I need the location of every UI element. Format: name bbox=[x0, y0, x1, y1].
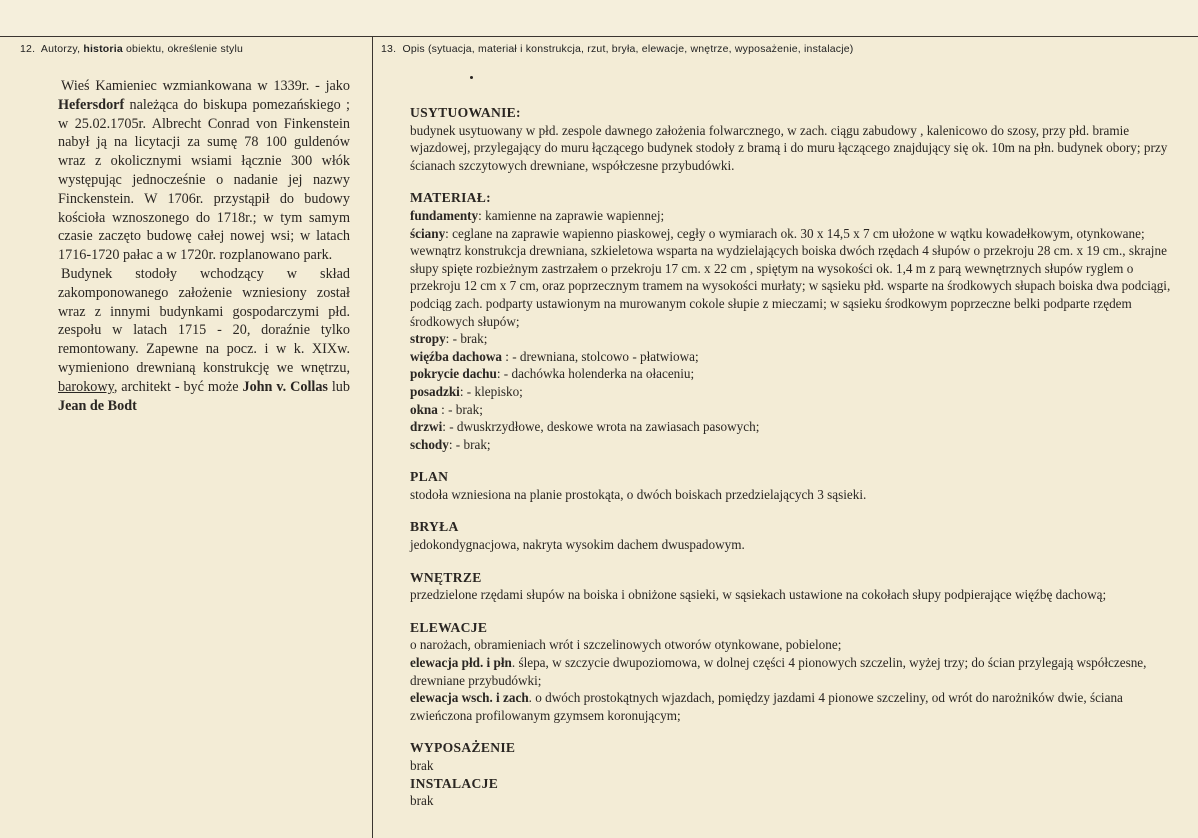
history-text: , architekt - być może bbox=[113, 378, 243, 395]
section-elewacje bbox=[410, 619, 1185, 725]
history-text: Budynek stodoły wchodzący w skład zakomponowanego założenie wzniesiony został wraz z innymi budynkami gospodarczymi płd. zespołu w latach 1715 - 20, doraźnie tylko remontowany. Zapewne na pocz. i w k. XIXw. wymieniono drewnianą konstrukcję we wnętrzu, bbox=[58, 265, 350, 376]
elevation-south-north bbox=[410, 654, 1185, 689]
material-row-wewnatrz: wewnątrz konstrukcja drewniana, szkieletowa wsparta na wydzielających boiska dwóch rzędach 4 słupów o przekroju 28 cm. x 19 cm., skrajne słupy spięte rozbieżnym zastrzałem o przekroju 17 cm. x 22 cm , spiętym na wysokości ok. 1,4 m z parą wewnętrznych słupów ryglem o przekroju 12 cm x 7 cm, oraz poprzecznym tramem na wysokości murłaty; w sąsieku płd. wsparte na środkowych słupach boiska dwa podciągi, podciąg zach. podparty ustawionym na murowanym cokole słupie z mieczami; w sąsieku środkowym poprzeczne belki podparte rzędem środkowych słupów; bbox=[410, 243, 1171, 329]
historic-name: Hefersdorf bbox=[58, 96, 125, 113]
row-label: fundamenty bbox=[410, 207, 479, 223]
architect-name: Jean de Bodt bbox=[58, 397, 137, 414]
header-rule bbox=[0, 36, 1198, 37]
section-text: brak bbox=[410, 758, 434, 773]
row-text: : - brak; bbox=[445, 331, 488, 347]
section-text: o narożach, obramieniach wrót i szczelinowych otworów otynkowane, pobielone; bbox=[410, 637, 842, 653]
row-label: więźba dachowa bbox=[410, 348, 502, 364]
row-text: : - drewniana, stolcowo - płatwiowa; bbox=[501, 348, 699, 364]
row-label: drzwi bbox=[410, 419, 443, 435]
style-label: barokowy bbox=[58, 378, 114, 395]
row-text: . ślepa, w szczycie dwupoziomowa, w dolnej części 4 pionowych szczelin, wyżej trzy; do ścian przylegają współczesne, drewniane przybudówki; bbox=[410, 655, 1147, 688]
left-header-a: Autorzy, bbox=[40, 43, 81, 55]
section-plan bbox=[410, 468, 1185, 503]
right-header-text: Opis (sytuacja, materiał i konstrukcja, rzut, bryła, elewacje, wnętrze, wyposażenie, instalacje) bbox=[402, 43, 854, 55]
section-instalacje bbox=[410, 775, 1185, 810]
section-title: WNĘTRZE bbox=[410, 569, 482, 585]
right-header-number: 13. bbox=[381, 43, 397, 55]
description-column bbox=[410, 104, 1185, 825]
row-text: : - brak; bbox=[448, 436, 491, 452]
section-text: jedokondygnacjowa, nakryta wysokim dachem dwuspadowym. bbox=[410, 537, 745, 553]
row-text: : kamienne na zaprawie wapiennej; bbox=[478, 207, 665, 223]
row-text: : ceglane na zaprawie wapienno piaskowej, cegły o wymiarach ok. 30 x 14,5 x 7 cm ułożone w wątku kowadełkowym, otynkowane; bbox=[445, 225, 1145, 241]
section-title: MATERIAŁ: bbox=[410, 190, 491, 206]
section-text: stodoła wzniesiona na planie prostokąta, o dwóch boiskach przedzielających 3 sąsieki. bbox=[410, 486, 867, 502]
material-row-schody bbox=[410, 436, 1185, 454]
section-text: brak bbox=[410, 793, 434, 809]
row-label: elewacja płd. i płn bbox=[410, 655, 512, 671]
section-title: USYTUOWANIE: bbox=[410, 105, 521, 120]
row-text: . o dwóch prostokątnych wjazdach, pomiędzy jazdami 4 pionowe szczeliny, od wrót do narożników dwie, ściana zwieńczona profilowanym gzymsem koronującym; bbox=[410, 690, 1123, 723]
section-material bbox=[410, 189, 1185, 453]
section-usytuowanie bbox=[410, 104, 1185, 174]
history-text: Wieś Kamieniec wzmiankowana w 1339r. - jako bbox=[61, 78, 350, 94]
material-row-drzwi bbox=[410, 418, 1185, 436]
section-title: WYPOSAŻENIE bbox=[410, 740, 516, 756]
section-bryla bbox=[410, 518, 1185, 553]
history-paragraph-2 bbox=[58, 265, 350, 415]
section-wyposazenie bbox=[410, 739, 1185, 774]
row-label: okna bbox=[410, 401, 438, 417]
material-row-pokrycie bbox=[410, 365, 1185, 383]
history-column bbox=[58, 77, 350, 415]
section-wnetrze bbox=[410, 569, 1185, 604]
section-text: przedzielone rzędami słupów na boiska i obniżone sąsieki, w sąsiekach ustawione na cokołach słupy podpierające więźbę dachową; bbox=[410, 587, 1107, 603]
row-text: : - brak; bbox=[437, 401, 483, 417]
row-label: schody bbox=[410, 436, 449, 452]
row-label: elewacja wsch. i zach bbox=[410, 690, 529, 706]
section-text: budynek usytuowany w płd. zespole dawnego założenia folwarcznego, w zach. ciągu zabudowy , kalenicowo do szosy, przy płd. bramie wjazdowej, przylegający do muru łączącego budynek stodoły z bramą i do muru łączącego znajdujący się ok. 10m na płn. budynek obory; przy ścianach szczytowych drewniane, współczesne przybudówki. bbox=[410, 122, 1168, 173]
row-text: : - klepisko; bbox=[459, 383, 523, 399]
history-text: należąca do biskupa pomezańskiego ; w 25.02.1705r. Albrecht Conrad von Finkenstein nabył ją na licytacji za sumę 78 100 guldenów wraz z okolicznymi wsiami łącznie 300 włók występując jednocześnie o nadanie jej nazwy Finckenstein. W 1706r. przystąpił do budowy kościoła wznoszonego do 1718r.; w tym samym czasie zaczęto budowę całej nowej wsi; w latach 1716-1720 pałac a w 1720r. rozplanowano park. bbox=[58, 96, 350, 264]
section-title: ELEWACJE bbox=[410, 619, 488, 635]
material-row-wiezba bbox=[410, 348, 1185, 366]
row-label: ściany bbox=[410, 225, 446, 241]
row-label: stropy bbox=[410, 331, 446, 347]
material-row-posadzki bbox=[410, 383, 1185, 401]
right-column-header bbox=[381, 43, 854, 55]
left-header-b: historia bbox=[83, 43, 123, 55]
left-header-number: 12. bbox=[20, 43, 36, 55]
left-header-c: obiektu, określenie stylu bbox=[125, 43, 244, 55]
elevation-east-west bbox=[410, 689, 1185, 724]
material-row-sciany bbox=[410, 225, 1185, 243]
history-text: lub bbox=[327, 378, 350, 395]
material-row-okna bbox=[410, 401, 1185, 419]
row-text: : - dachówka holenderka na ołaceniu; bbox=[496, 366, 695, 382]
material-row-fundamenty bbox=[410, 207, 1185, 225]
row-label: pokrycie dachu bbox=[410, 366, 497, 382]
speck bbox=[470, 76, 473, 79]
section-title: INSTALACJE bbox=[410, 775, 499, 791]
section-title: BRYŁA bbox=[410, 519, 459, 535]
architect-name: John v. Collas bbox=[242, 378, 328, 395]
row-text: : - dwuskrzydłowe, deskowe wrota na zawiasach pasowych; bbox=[442, 419, 760, 435]
section-title: PLAN bbox=[410, 469, 449, 485]
material-row-stropy bbox=[410, 330, 1185, 348]
top-margin bbox=[0, 0, 1198, 36]
history-paragraph-1 bbox=[58, 77, 350, 265]
column-divider bbox=[372, 36, 373, 838]
left-column-header bbox=[20, 43, 243, 55]
row-label: posadzki bbox=[410, 383, 460, 399]
